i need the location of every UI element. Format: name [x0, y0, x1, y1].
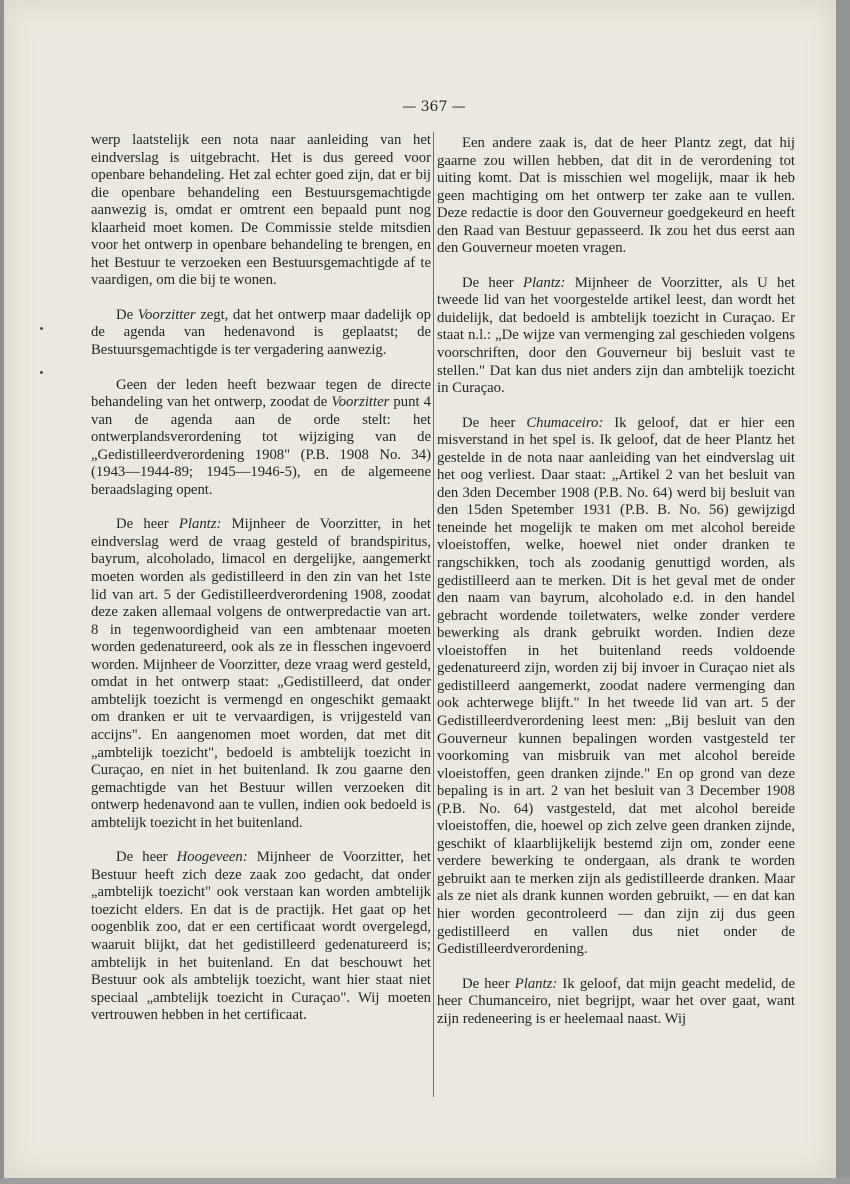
paragraph-text: Ik geloof, dat mijn geacht medelid, de heer Chumanceiro, niet begrijpt, waar het over gaat, want zijn redeneering is er heelemaal naast. Wij [437, 975, 795, 1027]
right-column [437, 135, 795, 1045]
page-number: — 367 — [402, 99, 466, 115]
speaker-name: Plantz: [522, 274, 566, 291]
paragraph [91, 377, 431, 500]
paragraph [91, 849, 431, 1024]
paragraph [91, 132, 431, 290]
paragraph [437, 976, 795, 1029]
paragraph [437, 275, 795, 398]
paragraph-text: werp laatstelijk een nota naar aanleiding van het eindverslag is uitgebracht. Het is dus gereed voor openbare behandeling. Het zal echter goed zijn, dat er bij die openbare behandeling een Bestuursgemachtigde aanwezig is, omdat er omtrent een bepaald punt nog klaarheid moet komen. De Commissie stelde mitsdien voor het ontwerp in openbare behandeling te brengen, en het Bestuur te verzoeken een Bestuursgemachtigde af te vaardigen, om die bij te wonen. [91, 132, 431, 289]
paragraph [437, 135, 795, 258]
paragraph-prefix: De heer [116, 849, 177, 866]
speaker-name: Hoogeveen: [176, 849, 248, 866]
paragraph-prefix: De heer [462, 414, 527, 431]
paragraph-text: Mijnheer de Voorzitter, in het eindverslag werd de vraag gesteld of brandspiritus, bayrum, alcoholado, limacol en dergelijke, aangemerkt moeten worden als gedistilleerd in den zin van het 1ste lid van art. 5 der Gedistilleerdverordening 1908, zoodat deze zaken allemaal volgens de ontwerpredactie van art. 8 in tegenwoordigheid van een ambtenaar moeten worden gedenatureerd, ook als ze in flesschen ingevoerd worden. Mijnheer de Voorzitter, deze vraag werd gesteld, omdat in het ontwerp staat: „Gedistilleerd, dat onder ambtelijk toezicht is vermengd en ongeschikt gemaakt om dranken er uit te vervaardigen, is vrijgesteld van accijns". En aangenomen moet worden, dat met dit „ambtelijk toezicht", bedoeld is ambtelijk toezicht in Curaçao, en niet in het buitenland. Ik zou gaarne den gemachtigde van het Bestuur willen verzoeken dit ontwerp hedenavond aan te vullen, indien ook bedoeld is ambtelijk toezicht in het buitenland. [91, 516, 431, 831]
paragraph [91, 516, 431, 832]
paragraph-prefix: De heer [462, 274, 523, 291]
document-page [4, 0, 836, 1178]
paragraph-text: punt 4 van de agenda aan de orde stelt: het ontwerplandsverordening tot wijziging van de „Gedistilleerdverordening 1908" (P.B. 1908 No. 34) (1943—1944-89; 1945—1946-5), en de algemeene beraadslaging opent. [91, 394, 431, 498]
speaker-name: Voorzitter [137, 306, 196, 323]
paragraph-text: Mijnheer de Voorzitter, als U het tweede lid van het voorgestelde artikel leest, dan wordt het duidelijk, dat bedoeld is ambtelijk toezicht in Curaçao. Er staat n.l.: „De wijze van vermenging zal geschieden volgens voorschriften, door den Gouverneur bij besluit vast te stellen." Dat kan dus niet anders zijn dan ambtelijk toezicht in Curaçao. [437, 274, 795, 397]
left-column [91, 132, 431, 1042]
speaker-name: Chumaceiro: [526, 414, 604, 431]
paragraph-prefix: De [116, 306, 138, 323]
paragraph-prefix: De heer [462, 975, 515, 992]
column-divider [433, 132, 434, 1097]
paragraph-prefix: Geen der leden heeft bezwaar tegen de directe behandeling van het ontwerp, zoodat de [91, 376, 431, 411]
scan-edge-bottom [0, 1178, 850, 1184]
margin-mark [40, 327, 43, 330]
paragraph [437, 415, 795, 959]
paragraph [91, 307, 431, 360]
speaker-name: Plantz: [514, 975, 558, 992]
margin-mark [40, 371, 43, 374]
speaker-name: Plantz: [178, 516, 222, 533]
paragraph-text: Een andere zaak is, dat de heer Plantz zegt, dat hij gaarne zou willen hebben, dat dit in de verordening tot uiting komt. Dat is misschien wel mogelijk, maar ik heb geen machtiging om het ontwerp ter zake aan te vullen. Deze redactie is door den Gouverneur goedgekeurd en heeft den Raad van Bestuur gepasseerd. Ik zou het dus eerst aan den Gouverneur moeten vragen. [437, 135, 795, 257]
paragraph-text: Ik geloof, dat er hier een misverstand in het spel is. Ik geloof, dat de heer Plantz het gestelde in de nota naar aanleiding van het eindverslag uit het oog verliest. Daar staat: „Artikel 2 van het besluit van den 3den December 1908 (P.B. No. 64) werd bij besluit van den 15den Spetember 1931 (P.B. B. No. 56) gewijzigd teneinde het mogelijk te maken om met alcohol bereide vloeistoffen, welke, hoewel niet onder dranken te rangschikken, toch als zoodanig genuttigd worden, als gedistilleerd aan te merken. Dit is het geval met de onder den naam van bayrum, alcoholado e.d. in den handel gebracht wordende toiletwaters, welke zonder verdere bewerking als drank gebruikt worden. Indien deze vloeistoffen in het buitenland reeds voldoende gedenatureerd zijn, worden zij bij invoer in Curaçao niet als gedistilleerd aangemerkt, zoodat nadere vermenging dan ook achterwege blijft." In het tweede lid van art. 5 der Gedistilleerdverordening leest men: „Bij besluit van den Gouverneur kunnen bepalingen worden vastgesteld ter voorkoming van misbruik van met alcohol bereide vloeistoffen, geen dranken zijnde." En op grond van deze bepaling is in art. 2 van het besluit van 3 December 1908 (P.B. No. 64) vastgesteld, dat met alcohol bereide vloeistoffen, die, hoewel op zich zelve geen dranken zijnde, geschikt of klaarblijkelijk bestemd zijn om, zonder eene verdere bewerking te ondergaan, als drank te worden gebruikt aan te merken zijn als gedistilleerde dranken. Maar als ze niet als drank kunnen worden gebruikt, — en dat kan hier worden gecontroleerd — dan zijn zij dus geen gedistilleerd en vallen dus niet onder de Gedistilleerdverordening. [437, 414, 795, 958]
paragraph-text: zegt, dat het ontwerp maar dadelijk op de agenda van hedenavond is geplaatst; de Bestuursgemachtigde is ter vergadering aanwezig. [91, 306, 431, 359]
scan-edge-right [836, 0, 850, 1184]
speaker-name: Voorzitter [331, 394, 390, 411]
paragraph-prefix: De heer [116, 516, 179, 533]
paragraph-text: Mijnheer de Voorzitter, het Bestuur heeft zich deze zaak zoo gedacht, dat onder „ambtelijk toezicht" ook verstaan kan worden ambtelijk toezicht elders. En dat is de practijk. Het gaat op het oogenblik zoo, dat er een certificaat wordt overgelegd, waaruit blijkt, dat het gedistilleerd gedenatureerd is; ambtelijk in het buitenland. En dat beschouwt het Bestuur ook als ambtelijk toezicht, want hier staat niet speciaal „ambtelijk toezicht in Curaçao". Wij moeten vertrouwen hebben in het certificaat. [91, 849, 431, 1024]
